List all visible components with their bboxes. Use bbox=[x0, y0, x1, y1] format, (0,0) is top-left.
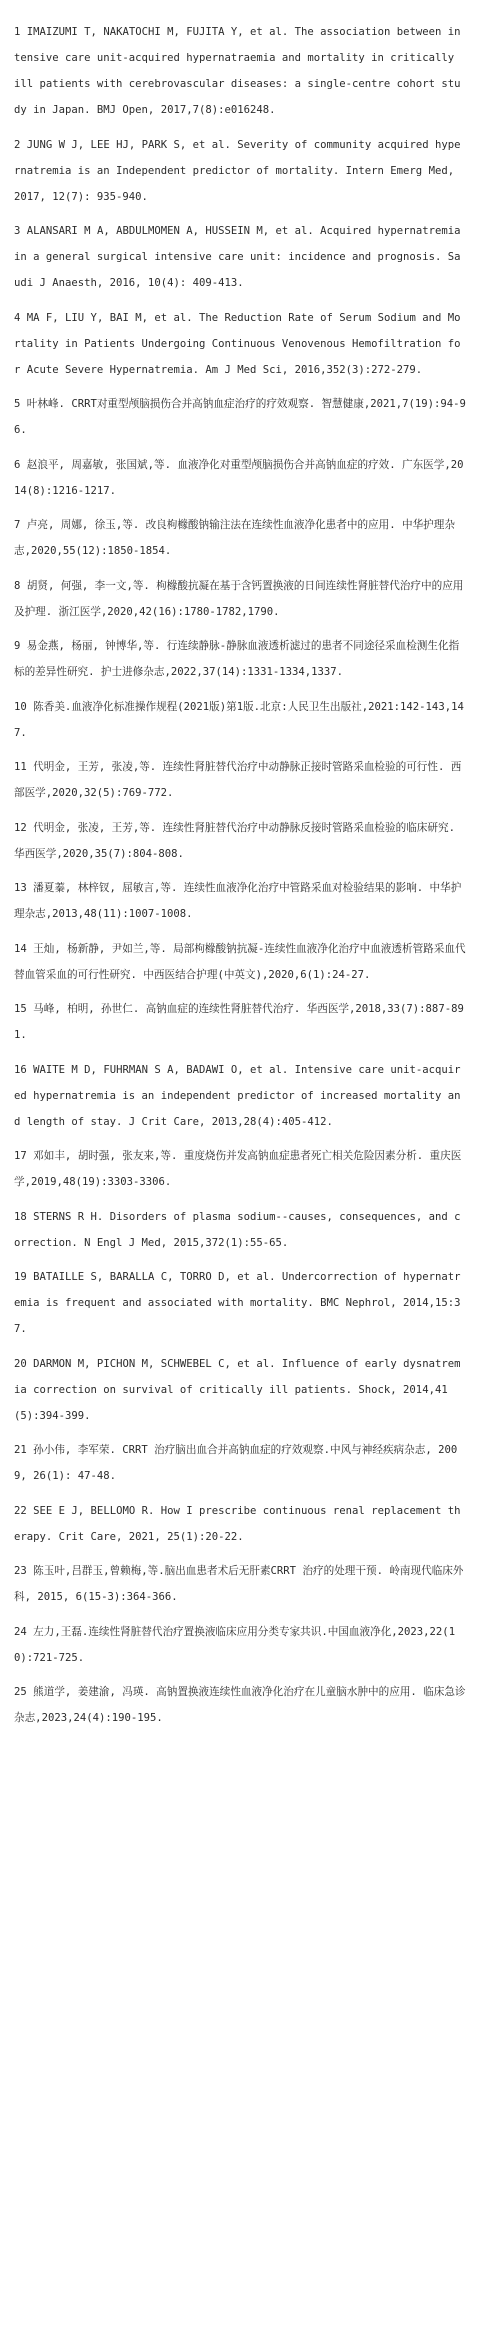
reference-item bbox=[14, 875, 466, 927]
reference-item bbox=[14, 452, 466, 504]
reference-item bbox=[14, 754, 466, 806]
reference-number: 23 bbox=[14, 1565, 27, 1577]
reference-item bbox=[14, 132, 466, 210]
reference-text: 叶林峰. CRRT对重型颅脑损伤合并高钠血症治疗的疗效观察. 智慧健康,2021,7(19):94-96. bbox=[14, 398, 466, 436]
reference-text: 陈香美.血液净化标准操作规程(2021版)第1版.北京:人民卫生出版社,2021:142-143,147. bbox=[14, 700, 464, 739]
reference-text: ALANSARI M A, ABDULMOMEN A, HUSSEIN M, et al. Acquired hypernatremia in a general surgical intensive care unit: incidence and prognosis. Saudi J Anaesth, 2016, 10(4): 409-413. bbox=[14, 225, 461, 289]
reference-number: 2 bbox=[14, 138, 21, 151]
reference-number: 21 bbox=[14, 1444, 27, 1456]
reference-number: 16 bbox=[14, 1063, 27, 1076]
reference-text: 潘夏蓁, 林梓钗, 屈敏言,等. 连续性血液净化治疗中管路采血对检验结果的影响. 中华护理杂志,2013,48(11):1007-1008. bbox=[14, 882, 462, 920]
reference-number: 3 bbox=[14, 225, 21, 237]
reference-number: 6 bbox=[14, 458, 21, 471]
reference-text: 熊道学, 姜建渝, 冯瑛. 高钠置换液连续性血液净化治疗在儿童脑水肿中的应用. 临床急诊杂志,2023,24(4):190-195. bbox=[14, 1686, 466, 1724]
reference-item bbox=[14, 19, 466, 123]
reference-text: IMAIZUMI T, NAKATOCHI M, FUJITA Y, et al. The association between intensive care unit-acquired hypernatraemia and mortality in critically ill patients with cerebrovascular diseases: a single-centre cohort study in Japan. BMJ Open, 2017,7(8):e016248. bbox=[14, 26, 461, 116]
reference-item bbox=[14, 1437, 466, 1489]
reference-number: 7 bbox=[14, 519, 21, 531]
reference-number: 13 bbox=[14, 882, 27, 894]
reference-item bbox=[14, 512, 466, 564]
reference-text: 孙小伟, 李军荣. CRRT 治疗脑出血合并高钠血症的疗效观察.中风与神经疾病杂志, 2009, 26(1): 47-48. bbox=[14, 1444, 458, 1482]
reference-number: 25 bbox=[14, 1686, 27, 1698]
reference-item bbox=[14, 305, 466, 383]
reference-text: 胡贤, 何强, 李一文,等. 枸橼酸抗凝在基于含钙置换液的日间连续性肾脏替代治疗中的应用及护理. 浙江医学,2020,42(16):1780-1782,1790. bbox=[14, 579, 464, 618]
reference-number: 15 bbox=[14, 1003, 27, 1015]
reference-number: 14 bbox=[14, 942, 27, 955]
reference-item bbox=[14, 1204, 466, 1256]
reference-text: 陈玉叶,吕群玉,曾赖梅,等.脑出血患者术后无肝素CRRT 治疗的处理干预. 岭南现代临床外科, 2015, 6(15-3):364-366. bbox=[14, 1565, 464, 1603]
reference-item bbox=[14, 1143, 466, 1195]
reference-item bbox=[14, 1264, 466, 1342]
reference-text: JUNG W J, LEE HJ, PARK S, et al. Severity of community acquired hypernatremia is an Independent predictor of mortality. Intern Emerg Med, 2017, 12(7): 935-940. bbox=[14, 138, 461, 203]
reference-text: WAITE M D, FUHRMAN S A, BADAWI O, et al. Intensive care unit-acquired hypernatremia is an independent predictor of increased mortality and length of stay. J Crit Care, 2013,28(4):405-412. bbox=[14, 1063, 461, 1128]
reference-number: 4 bbox=[14, 311, 21, 324]
reference-number: 10 bbox=[14, 700, 27, 713]
reference-text: MA F, LIU Y, BAI M, et al. The Reduction Rate of Serum Sodium and Mortality in Patients Undergoing Continuous Venovenous Hemofiltration for Acute Severe Hypernatremia. Am J Med Sci, 2016,352(3):272-279. bbox=[14, 311, 461, 376]
reference-number: 5 bbox=[14, 398, 21, 410]
reference-number: 18 bbox=[14, 1210, 27, 1223]
reference-text: 卢亮, 周娜, 徐玉,等. 改良枸橼酸钠输注法在连续性血液净化患者中的应用. 中华护理杂志,2020,55(12):1850-1854. bbox=[14, 519, 455, 557]
reference-text: 马峰, 柏明, 孙世仁. 高钠血症的连续性肾脏替代治疗. 华西医学,2018,33(7):887-891. bbox=[14, 1003, 464, 1041]
reference-number: 24 bbox=[14, 1625, 27, 1638]
reference-item bbox=[14, 1351, 466, 1429]
reference-text: 邓如丰, 胡时强, 张友来,等. 重度烧伤并发高钠血症患者死亡相关危险因素分析. 重庆医学,2019,48(19):3303-3306. bbox=[14, 1150, 462, 1188]
reference-text: STERNS R H. Disorders of plasma sodium--causes, consequences, and correction. N Engl J Med, 2015,372(1):55-65. bbox=[14, 1210, 461, 1249]
reference-item bbox=[14, 1558, 466, 1610]
reference-number: 9 bbox=[14, 640, 21, 652]
reference-number: 11 bbox=[14, 761, 27, 773]
reference-text: 代明金, 张凌, 王芳,等. 连续性肾脏替代治疗中动静脉反接时管路采血检验的临床研究. 华西医学,2020,35(7):804-808. bbox=[14, 821, 455, 860]
reference-list bbox=[14, 19, 466, 1731]
reference-number: 22 bbox=[14, 1504, 27, 1517]
reference-text: 易金燕, 杨丽, 钟博华,等. 行连续静脉-静脉血液透析滤过的患者不同途径采血检测生化指标的差异性研究. 护士进修杂志,2022,37(14):1331-1334,1337. bbox=[14, 640, 460, 678]
reference-number: 1 bbox=[14, 26, 21, 38]
reference-text: DARMON M, PICHON M, SCHWEBEL C, et al. Influence of early dysnatremia correction on survival of critically ill patients. Shock, 2014,41(5):394-399. bbox=[14, 1357, 461, 1422]
reference-text: 王灿, 杨新静, 尹如兰,等. 局部枸橼酸钠抗凝-连续性血液净化治疗中血液透析管路采血代替血管采血的可行性研究. 中西医结合护理(中英文),2020,6(1):24-27. bbox=[14, 942, 466, 981]
reference-text: BATAILLE S, BARALLA C, TORRO D, et al. Undercorrection of hypernatremia is frequent and associated with mortality. BMC Nephrol, 2014,15:37. bbox=[14, 1271, 461, 1335]
reference-number: 12 bbox=[14, 821, 27, 834]
reference-item bbox=[14, 633, 466, 685]
reference-item bbox=[14, 391, 466, 443]
reference-item bbox=[14, 996, 466, 1048]
reference-item bbox=[14, 1498, 466, 1550]
reference-item bbox=[14, 815, 466, 867]
reference-item bbox=[14, 573, 466, 625]
reference-item bbox=[14, 694, 466, 746]
reference-item bbox=[14, 218, 466, 296]
reference-text: 左力,王磊.连续性肾脏替代治疗置换液临床应用分类专家共识.中国血液净化,2023,22(10):721-725. bbox=[14, 1625, 456, 1664]
reference-number: 8 bbox=[14, 579, 21, 592]
reference-text: 赵浪平, 周嘉敏, 张国斌,等. 血液净化对重型颅脑损伤合并高钠血症的疗效. 广东医学,2014(8):1216-1217. bbox=[14, 458, 464, 497]
reference-item bbox=[14, 1619, 466, 1671]
reference-number: 17 bbox=[14, 1150, 27, 1162]
reference-item bbox=[14, 1057, 466, 1135]
reference-text: SEE E J, BELLOMO R. How I prescribe continuous renal replacement therapy. Crit Care, 2021, 25(1):20-22. bbox=[14, 1504, 461, 1543]
reference-number: 19 bbox=[14, 1271, 27, 1283]
reference-number: 20 bbox=[14, 1357, 27, 1370]
reference-item bbox=[14, 1679, 466, 1731]
reference-item bbox=[14, 936, 466, 988]
reference-text: 代明金, 王芳, 张凌,等. 连续性肾脏替代治疗中动静脉正接时管路采血检验的可行性. 西部医学,2020,32(5):769-772. bbox=[14, 761, 462, 799]
